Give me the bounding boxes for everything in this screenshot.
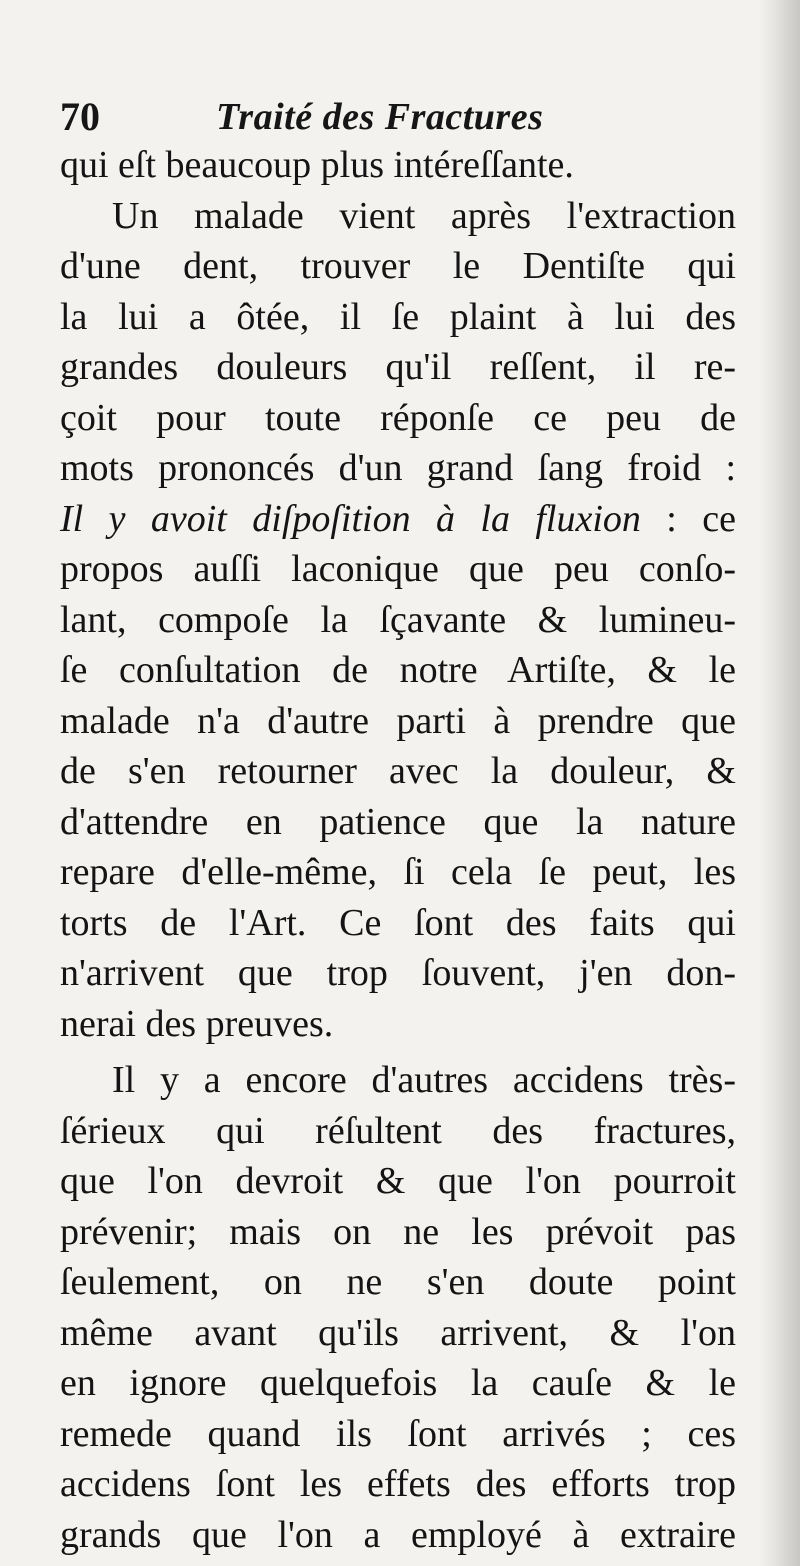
paragraph-1	[60, 140, 736, 191]
text-line: Un malade vient après l'extraction	[112, 194, 736, 237]
text-line-italic-quote	[60, 494, 736, 545]
text-line: la lui a ôtée, il ſe plaint à lui des	[60, 295, 736, 338]
italic-quote: Il y avoit diſpoſition à la fluxion	[60, 497, 641, 540]
text-line: grands que l'on a employé à extraire	[60, 1513, 736, 1556]
paragraph-3	[60, 1055, 736, 1560]
text-line: ſeulement, on ne s'en doute point	[60, 1261, 736, 1303]
page-gutter-shadow	[758, 0, 800, 1566]
text-line: grandes douleurs qu'il reſſent, il re-	[60, 346, 736, 388]
text-line: d'une dent, trouver le Dentiſte qui	[60, 245, 736, 287]
quote-continuation: : ce	[640, 497, 736, 540]
text-line: propos auſſi laconique que peu conſo-	[60, 548, 736, 590]
running-head	[60, 92, 760, 142]
body-text	[60, 140, 736, 1560]
running-title: Traité des Fractures	[216, 96, 544, 138]
text-line: de s'en retourner avec la douleur, &	[60, 750, 736, 792]
text-line: çoit pour toute réponſe ce peu de	[60, 396, 736, 439]
text-line: en ignore quelquefois la cauſe & le	[60, 1362, 736, 1404]
text-line: prévenir; mais on ne les prévoit pas	[60, 1210, 736, 1253]
text-line: malade n'a d'autre parti à prendre que	[60, 699, 736, 742]
text-line: lant, compoſe la ſçavante & lumineu-	[60, 598, 736, 641]
text-line: qui eſt beaucoup plus intéreſſante.	[60, 144, 574, 186]
text-line: Il y a encore d'autres accidens très-	[112, 1059, 736, 1101]
page-number: 70	[60, 94, 100, 139]
text-line: d'attendre en patience que la nature	[60, 800, 736, 843]
text-line: que l'on devroit & que l'on pourroit	[60, 1160, 736, 1202]
paragraph-2	[60, 191, 736, 1050]
text-line: même avant qu'ils arrivent, & l'on	[60, 1311, 736, 1354]
text-line: nerai des preuves.	[60, 1002, 334, 1045]
text-line: remede quand ils ſont arrivés ; ces	[60, 1412, 736, 1455]
text-line: ſe conſultation de notre Artiſte, & le	[60, 649, 736, 691]
text-line: torts de l'Art. Ce ſont des faits qui	[60, 901, 736, 944]
text-line: repare d'elle-même, ſi cela ſe peut, les	[60, 851, 736, 893]
text-line: ſérieux qui réſultent des fractures,	[60, 1109, 736, 1152]
text-line: n'arrivent que trop ſouvent, j'en don-	[60, 952, 736, 994]
text-line: mots prononcés d'un grand ſang froid :	[60, 447, 736, 489]
text-line: accidens ſont les effets des efforts trop	[60, 1463, 736, 1505]
